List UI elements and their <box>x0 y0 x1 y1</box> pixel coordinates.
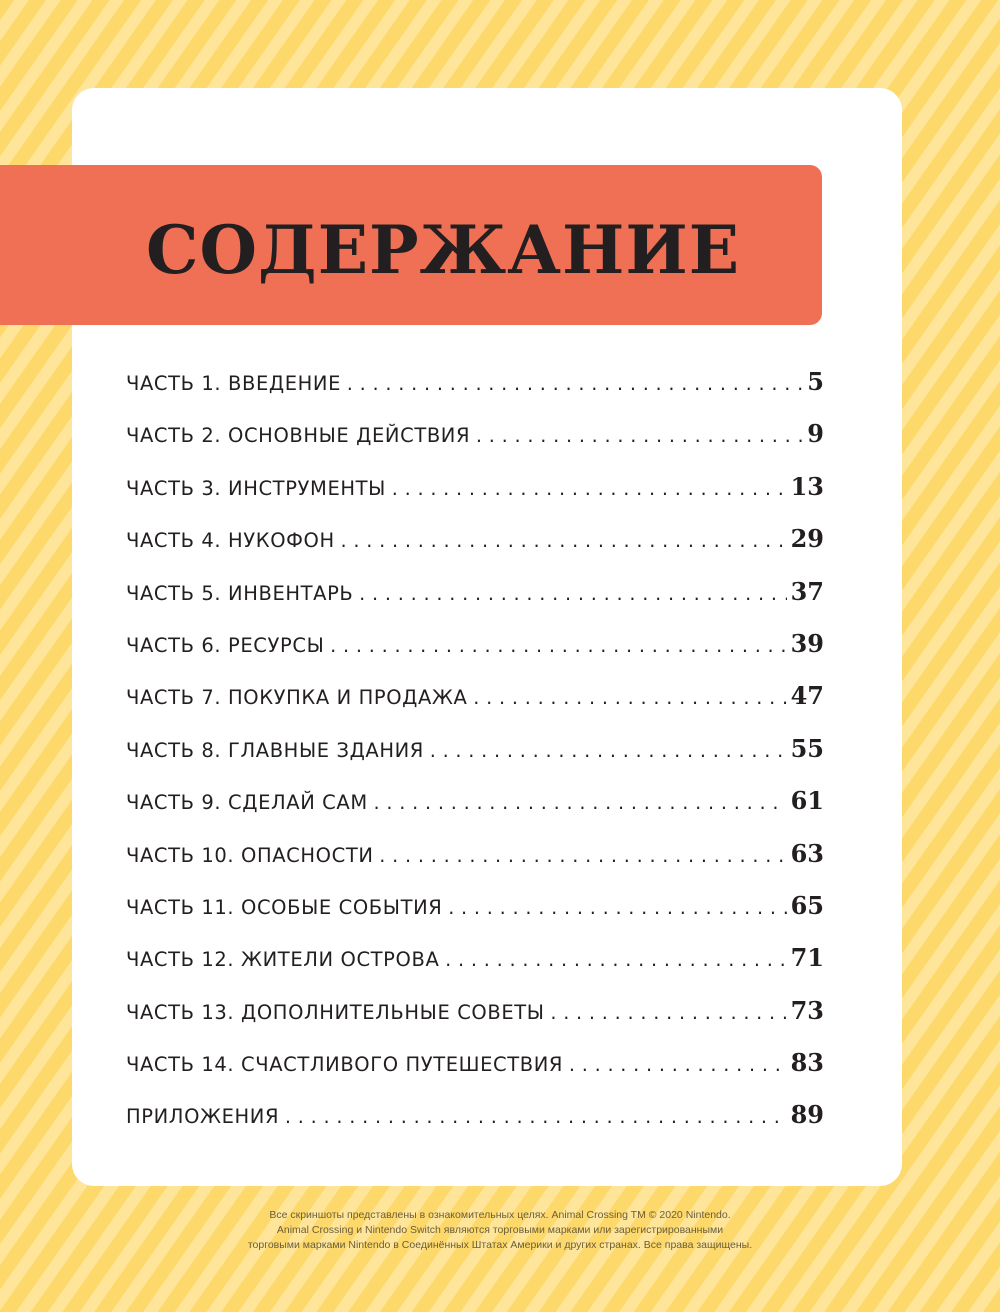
toc-entry[interactable] <box>126 1089 824 1141</box>
dot-leader <box>328 621 786 673</box>
toc-entry-label: ЧАСТЬ 13. ДОПОЛНИТЕЛЬНЫЕ СОВЕТЫ <box>126 1000 545 1024</box>
toc-entry-page: 73 <box>790 995 824 1025</box>
toc-entry-page: 83 <box>790 1048 824 1078</box>
toc-entry-page: 65 <box>790 890 824 920</box>
toc-entry[interactable] <box>126 513 824 565</box>
toc-entry-page: 63 <box>790 838 824 868</box>
toc-entry-page: 89 <box>790 1100 824 1130</box>
toc-entry-label: ЧАСТЬ 11. ОСОБЫЕ СОБЫТИЯ <box>126 895 443 919</box>
toc-entry[interactable] <box>126 566 824 618</box>
copyright-notice <box>200 1208 800 1253</box>
toc-entry-label: ЧАСТЬ 12. ЖИТЕЛИ ОСТРОВА <box>126 948 440 972</box>
table-of-contents <box>126 356 824 1142</box>
dot-leader <box>471 673 786 725</box>
toc-entry[interactable] <box>126 1037 824 1089</box>
toc-entry-page: 55 <box>790 733 824 763</box>
dot-leader <box>443 935 786 987</box>
toc-entry-label: ЧАСТЬ 7. ПОКУПКА И ПРОДАЖА <box>126 686 468 710</box>
toc-entry-label: ЧАСТЬ 8. ГЛАВНЫЕ ЗДАНИЯ <box>126 738 424 762</box>
toc-entry-page: 71 <box>790 943 824 973</box>
toc-entry[interactable] <box>126 670 824 722</box>
dot-leader <box>549 988 787 1040</box>
toc-entry[interactable] <box>126 828 824 880</box>
copyright-line: Все скриншоты представлены в ознакомительных целях. Animal Crossing TM © 2020 Nintendo. <box>269 1209 731 1221</box>
toc-entry[interactable] <box>126 618 824 670</box>
toc-entry-page: 29 <box>790 524 824 554</box>
toc-entry-label: ЧАСТЬ 2. ОСНОВНЫЕ ДЕЙСТВИЯ <box>126 424 471 448</box>
toc-entry[interactable] <box>126 775 824 827</box>
toc-entry-label: ЧАСТЬ 5. ИНВЕНТАРЬ <box>126 581 354 605</box>
toc-entry-page: 9 <box>807 419 824 449</box>
toc-entry-label: ЧАСТЬ 1. ВВЕДЕНИЕ <box>126 372 342 395</box>
dot-leader <box>390 464 787 516</box>
dot-leader <box>283 1092 786 1144</box>
toc-entry-label: ЧАСТЬ 6. РЕСУРСЫ <box>126 633 325 657</box>
toc-entry-label: ЧАСТЬ 3. ИНСТРУМЕНТЫ <box>126 476 386 500</box>
toc-entry-label: ЧАСТЬ 14. СЧАСТЛИВОГО ПУТЕШЕСТВИЯ <box>126 1053 564 1077</box>
toc-entry[interactable] <box>126 880 824 932</box>
toc-entry[interactable] <box>126 932 824 984</box>
toc-entry-page: 13 <box>790 471 824 501</box>
copyright-line: Animal Crossing и Nintendo Switch являются торговыми марками или зарегистрированными <box>276 1224 724 1236</box>
toc-entry-label: ЧАСТЬ 10. ОПАСНОСТИ <box>126 843 374 867</box>
dot-leader <box>378 831 787 883</box>
toc-entry-page: 61 <box>790 786 824 816</box>
toc-entry-label: ЧАСТЬ 4. НУКОФОН <box>126 529 335 553</box>
toc-entry[interactable] <box>126 356 824 408</box>
copyright-line: торговыми марками Nintendo в Соединённых Штатах Америки и других странах. Все права защищены. <box>247 1239 753 1251</box>
dot-leader <box>567 1040 787 1092</box>
toc-entry-label: ЧАСТЬ 9. СДЕЛАЙ САМ <box>126 791 368 815</box>
toc-entry-page: 47 <box>790 681 824 711</box>
dot-leader <box>339 516 787 568</box>
toc-entry[interactable] <box>126 461 824 513</box>
dot-leader <box>357 569 786 621</box>
toc-entry-page: 5 <box>807 367 824 396</box>
page-title: СОДЕРЖАНИЕ <box>146 211 741 289</box>
dot-leader <box>474 411 803 463</box>
toc-entry[interactable] <box>126 408 824 460</box>
toc-entry-page: 37 <box>790 576 824 606</box>
toc-entry[interactable] <box>126 985 824 1037</box>
dot-leader <box>446 883 786 935</box>
toc-entry-label: ПРИЛОЖЕНИЯ <box>126 1105 280 1129</box>
dot-leader <box>428 726 787 778</box>
dot-leader <box>372 778 787 830</box>
toc-entry[interactable] <box>126 723 824 775</box>
dot-leader <box>345 359 803 411</box>
toc-entry-page: 39 <box>790 628 824 658</box>
